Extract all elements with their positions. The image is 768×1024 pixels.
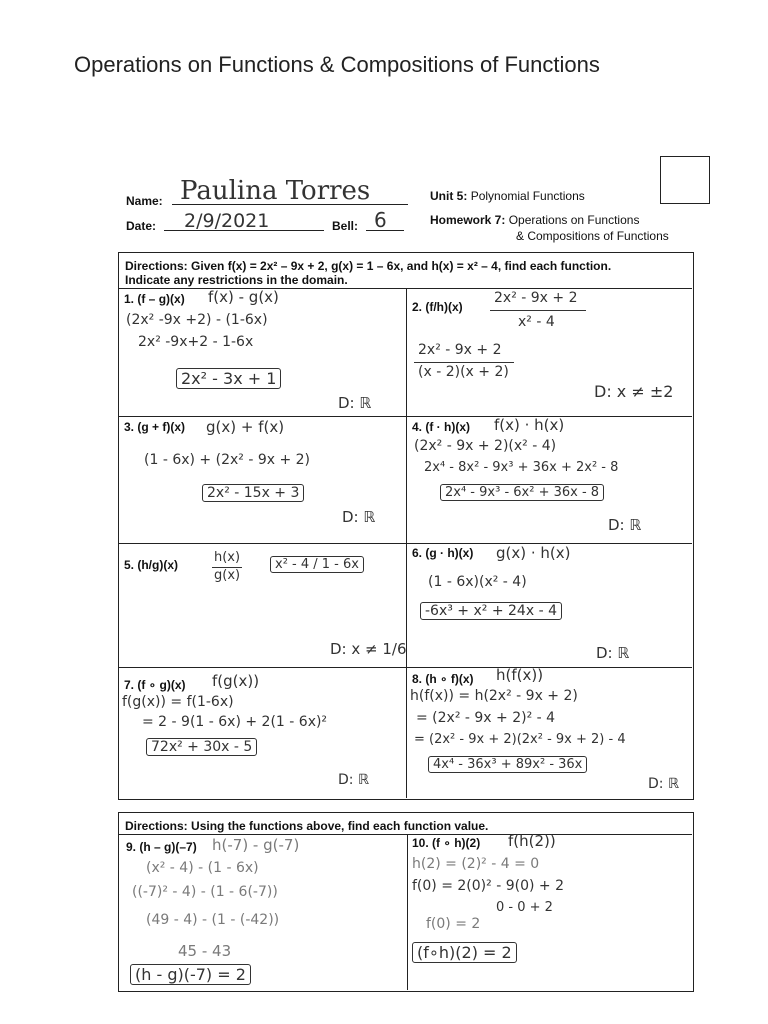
problem-8-answer: 4x⁴ - 36x³ + 89x² - 36x [428,756,587,773]
problem-4-work-3: 2x⁴ - 8x² - 9x³ + 36x + 2x² - 8 [424,460,619,475]
problem-2-numerator: 2x² - 9x + 2 [494,290,578,306]
problem-7-answer: 72x² + 30x - 5 [146,738,257,756]
problem-8-work-3: = (2x² - 9x + 2)² - 4 [416,710,556,726]
problem-8-work-2: h(f(x)) = h(2x² - 9x + 2) [410,688,578,704]
problem-7-work-2: f(g(x)) = f(1-6x) [122,694,234,710]
problem-1-domain: D: ℝ [338,394,372,412]
problem-7-work-3: = 2 - 9(1 - 6x) + 2(1 - 6x)² [142,714,328,730]
homework-line [430,213,639,227]
problem-4-work-2: (2x² - 9x + 2)(x² - 4) [414,438,557,454]
problem-4-answer: 2x⁴ - 9x³ - 6x² + 36x - 8 [440,484,604,501]
date-value: 2/9/2021 [184,210,270,232]
directions-1-label: Directions: [125,259,188,273]
problem-10-work-4: 0 - 0 + 2 [496,900,553,915]
problem-2-domain: D: x ≠ ±2 [594,382,674,401]
problem-9-work-3: ((-7)² - 4) - (1 - 6(-7)) [132,884,278,900]
problem-6-work-2: (1 - 6x)(x² - 4) [428,574,527,590]
bell-label: Bell: [332,219,359,233]
problem-6-label: 6. (g · h)(x) [412,546,474,560]
problem-1-work-1: f(x) - g(x) [208,288,279,306]
name-value: Paulina Torres [180,176,371,206]
problem-3-work-1: g(x) + f(x) [206,418,285,436]
problem-8-label: 8. (h ∘ f)(x) [412,672,474,686]
problem-5-label: 5. (h/g)(x) [124,558,179,572]
homework-value-1: Operations on Functions [508,213,640,227]
problem-7-work-1: f(g(x)) [212,672,260,690]
problem-9-answer: (h - g)(-7) = 2 [130,964,251,985]
bell-value: 6 [374,208,387,232]
problem-10-work-3: f(0) = 2(0)² - 9(0) + 2 [412,878,564,894]
directions-1-text: Given f(x) = 2x² – 9x + 2, g(x) = 1 – 6x, and h(x) = x² – 4, find each function. [191,259,612,273]
problem-10-work-2: h(2) = (2)² - 4 = 0 [412,856,540,872]
page-title: Operations on Functions & Compositions of Functions [74,52,600,77]
table2-row-divider [119,834,692,835]
problem-2-simplified-den: (x - 2)(x + 2) [418,364,509,380]
directions-2-text: Using the functions above, find each function value. [191,819,489,833]
unit-line [430,189,585,203]
score-box [660,156,710,204]
problem-9-work-5: 45 - 43 [178,942,232,960]
problem-6-answer: -6x³ + x² + 24x - 4 [420,602,562,620]
problem-1-label: 1. (f – g)(x) [124,292,185,306]
unit-value: Polynomial Functions [470,189,585,203]
problem-9-work-4: (49 - 4) - (1 - (-42)) [146,912,280,928]
problem-2-denominator: x² - 4 [518,314,555,330]
problem-6-domain: D: ℝ [596,644,630,662]
problem-1-answer: 2x² - 3x + 1 [176,368,281,389]
unit-label: Unit 5: [430,189,468,203]
problem-4-domain: D: ℝ [608,516,642,534]
homework-label: Homework 7: [430,213,506,227]
directions-1-text2: Indicate any restrictions in the domain. [125,273,348,287]
problem-8-domain: D: ℝ [648,776,680,792]
directions-1 [125,259,685,287]
problem-10-label: 10. (f ∘ h)(2) [412,836,481,850]
directions-2 [125,819,488,833]
problem-1-work-3: 2x² -9x+2 - 1-6x [138,334,254,350]
problem-9-work-1: h(-7) - g(-7) [212,836,300,854]
problem-10-work-1: f(h(2)) [508,832,556,850]
date-label: Date: [126,219,157,233]
homework-value-2: & Compositions of Functions [516,229,669,243]
problem-5-num: h(x) [214,550,241,565]
problem-5-den: g(x) [214,568,241,583]
problem-4-work-1: f(x) · h(x) [494,416,565,434]
problem-2-fraction-bar [490,310,586,311]
problem-8-work-4: = (2x² - 9x + 2)(2x² - 9x + 2) - 4 [414,732,626,747]
directions-2-label: Directions: [125,819,188,833]
problem-2-label: 2. (f/h)(x) [412,300,463,314]
problem-5-domain: D: x ≠ 1/6 [330,640,407,658]
problem-3-domain: D: ℝ [342,508,376,526]
problem-8-work-1: h(f(x)) [496,666,544,684]
problem-2-simplified-bar [414,362,514,363]
problem-1-work-2: (2x² -9x +2) - (1-6x) [126,312,268,328]
problem-2-simplified-num: 2x² - 9x + 2 [418,342,502,358]
problem-3-work-2: (1 - 6x) + (2x² - 9x + 2) [144,452,311,468]
problem-10-answer: (f∘h)(2) = 2 [412,942,517,963]
name-label: Name: [126,194,163,208]
problem-4-label: 4. (f · h)(x) [412,420,471,434]
problem-3-label: 3. (g + f)(x) [124,420,186,434]
problem-7-label: 7. (f ∘ g)(x) [124,678,186,692]
problem-9-work-2: (x² - 4) - (1 - 6x) [146,860,259,876]
table2-column-divider [407,834,408,990]
problem-9-label: 9. (h – g)(–7) [126,840,197,854]
problem-7-domain: D: ℝ [338,772,370,788]
problem-10-work-5: f(0) = 2 [426,916,481,932]
problem-6-work-1: g(x) · h(x) [496,544,571,562]
problem-3-answer: 2x² - 15x + 3 [202,484,304,502]
problem-5-answer: x² - 4 / 1 - 6x [270,556,364,573]
column-divider [406,288,407,798]
